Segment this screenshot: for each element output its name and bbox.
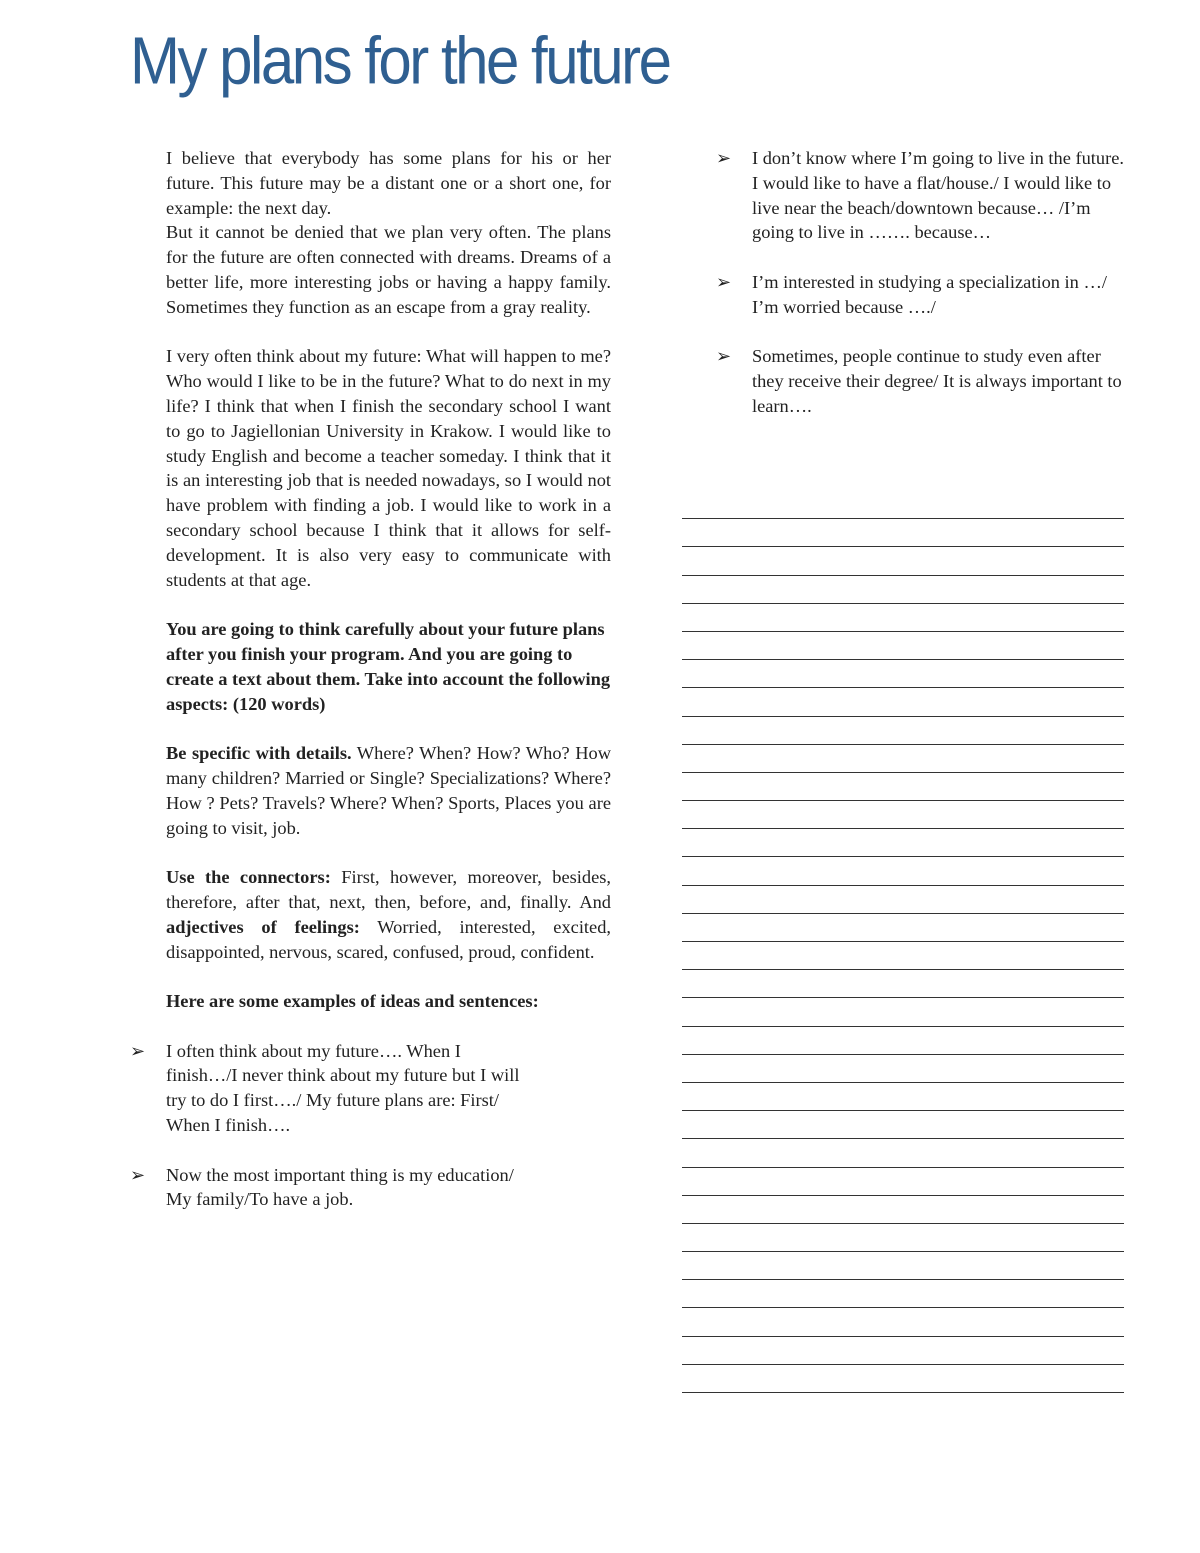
writing-line[interactable]: [682, 632, 1124, 660]
task-instructions: You are going to think carefully about your future plans after you finish your program. And you are going to create a text about them. Take into account the following aspects: (120 words): [166, 619, 611, 714]
examples-heading: Here are some examples of ideas and sentences:: [166, 991, 539, 1012]
writing-line[interactable]: [682, 519, 1124, 547]
list-item: [130, 1163, 531, 1213]
writing-line[interactable]: [682, 970, 1124, 998]
writing-line[interactable]: [682, 491, 1124, 519]
adjectives-text: Worried, interested, excited, disappointed, nervous, scared, confused, proud, confident.: [166, 916, 612, 962]
list-item: [130, 1039, 531, 1138]
page-title: My plans for the future: [130, 23, 670, 99]
writing-line[interactable]: [682, 717, 1124, 745]
writing-line[interactable]: [682, 1337, 1124, 1365]
list-item: [716, 146, 1132, 245]
arrow-bullet-icon: ➢: [716, 148, 732, 168]
example-text: I don’t know where I’m going to live in the future. I would like to have a flat/house./ I would like to live near the beach/downtown because… /I’m going to live in ……. because…: [752, 148, 1124, 243]
writing-line[interactable]: [682, 1224, 1124, 1252]
writing-line[interactable]: [682, 576, 1124, 604]
intro-paragraph-3: I very often think about my future: What will happen to me? Who would I like to be in the future? What to do next in my life? I think that when I finish the secondary school I want to go to Jagiellonian University in Krakow. I would like to study English and become a teacher someday. I think that it is an interesting job that is needed nowadays, so I would not have problem with finding a job. I would like to work in a secondary school because I think that it allows for self-development. It is also very easy to communicate with students at that age.: [166, 346, 611, 590]
writing-line[interactable]: [682, 829, 1124, 857]
writing-line[interactable]: [682, 857, 1124, 885]
left-column: [130, 146, 612, 1237]
writing-line[interactable]: [682, 1055, 1124, 1083]
example-text: Sometimes, people continue to study even after they receive their degree/ It is always important to learn….: [752, 346, 1122, 416]
writing-line[interactable]: [682, 773, 1124, 801]
writing-line[interactable]: [682, 745, 1124, 773]
writing-line[interactable]: [682, 1280, 1124, 1308]
writing-line[interactable]: [682, 688, 1124, 716]
writing-line[interactable]: [682, 942, 1124, 970]
writing-line[interactable]: [682, 1196, 1124, 1224]
list-item: [716, 344, 1132, 418]
arrow-bullet-icon: ➢: [716, 346, 732, 367]
writing-line[interactable]: [682, 547, 1124, 575]
writing-line[interactable]: [682, 1139, 1124, 1167]
example-text: Now the most important thing is my education/ My family/To have a job.: [166, 1164, 514, 1210]
arrow-bullet-icon: ➢: [130, 1040, 146, 1061]
writing-line[interactable]: [682, 1365, 1124, 1393]
writing-line[interactable]: [682, 660, 1124, 688]
list-item: [716, 270, 1132, 320]
intro-paragraph-1: I believe that everybody has some plans for his or her future. This future may be a distant one or a short one, for example: the next day.: [166, 148, 611, 218]
adjectives-label: adjectives of feelings:: [166, 916, 360, 937]
right-examples-list: [716, 146, 1132, 419]
connectors-paragraph: [166, 865, 611, 964]
connectors-text: First, however, moreover, besides, therefore, after that, next, then, before, and, finally. And: [166, 867, 611, 912]
writing-line[interactable]: [682, 604, 1124, 632]
right-column: [716, 146, 1132, 444]
writing-line[interactable]: [682, 1252, 1124, 1280]
connectors-label: Use the connectors:: [166, 867, 331, 888]
example-text: I often think about my future…. When I finish…/I never think about my future but I will try to do I first…./ My future plans are: First/ When I finish….: [166, 1040, 520, 1136]
specific-label: Be specific with details.: [166, 743, 352, 764]
specific-details-paragraph: [166, 741, 611, 840]
writing-line[interactable]: [682, 1027, 1124, 1055]
writing-line[interactable]: [682, 1168, 1124, 1196]
arrow-bullet-icon: ➢: [716, 271, 732, 292]
writing-line[interactable]: [682, 998, 1124, 1026]
writing-area[interactable]: [682, 491, 1124, 1393]
example-text: I’m interested in studying a specialization in …/ I’m worried because …./: [752, 271, 1107, 317]
specific-text: Where? When? How? Who? How many children? Married or Single? Specializations? Where? How ? Pets? Travels? Where? When? Sports, Places you are going to visit, job.: [166, 743, 611, 838]
writing-line[interactable]: [682, 801, 1124, 829]
writing-line[interactable]: [682, 886, 1124, 914]
arrow-bullet-icon: ➢: [130, 1164, 146, 1185]
writing-line[interactable]: [682, 1111, 1124, 1139]
intro-paragraph-2: But it cannot be denied that we plan very often. The plans for the future are often connected with dreams. Dreams of a better life, more interesting jobs or having a happy family. Sometimes they function as an escape from a gray reality.: [166, 222, 611, 317]
writing-line[interactable]: [682, 1083, 1124, 1111]
left-examples-list: [130, 1039, 531, 1213]
writing-line[interactable]: [682, 1308, 1124, 1336]
writing-line[interactable]: [682, 914, 1124, 942]
